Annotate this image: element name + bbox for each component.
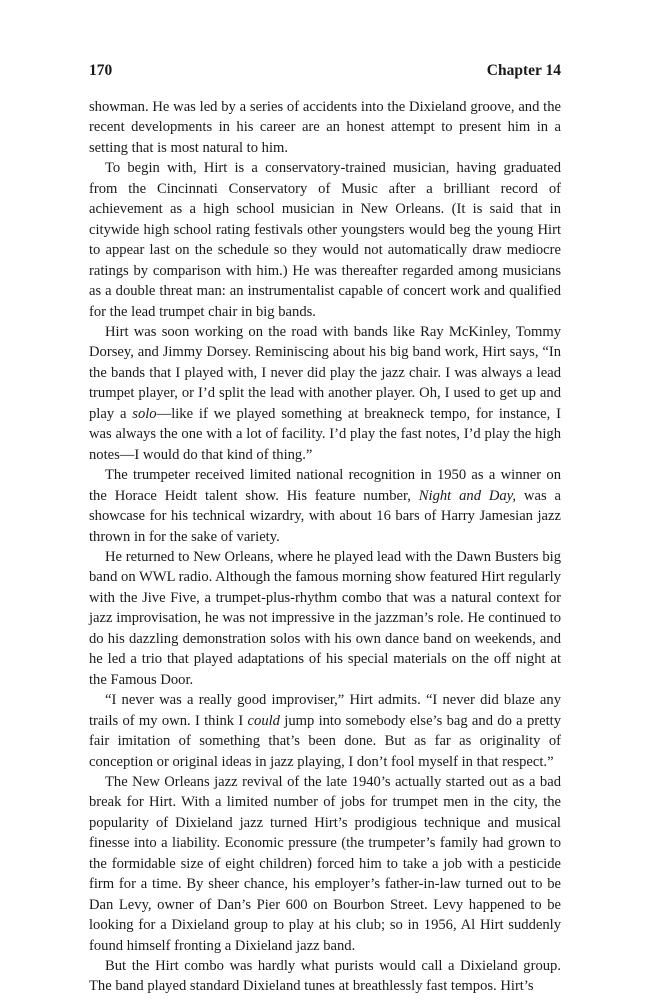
paragraph	[89, 547, 561, 690]
paragraph-text: The trumpeter received limited national recognition in 1950 as a winner on the Horace Heidt talent show. His feature number,	[89, 467, 561, 504]
paragraph	[89, 158, 561, 322]
paragraph	[89, 772, 561, 956]
paragraph-text: The New Orleans jazz revival of the late 1940’s actually started out as a bad break for Hirt. With a limited number of jobs for trumpet men in the city, the popularity of Dixieland jazz turned Hirt’s prodigious technique and musical finesse into a liability. Economic pressure (the trumpeter’s family had grown to the formidable size of eight children) forced him to take a job with a pesticide firm for a time. By sheer chance, his employer’s father-in-law turned out to be Dan Levy, owner of Dan’s Pier 600 on Bourbon Street. Levy happened to be looking for a Dixieland group to play at his club; so in 1956, Al Hirt suddenly found himself fronting a Dixieland jazz band.	[89, 773, 561, 954]
paragraph-text: “I never was a really good improviser,” Hirt admits. “I never did blaze any trails of my own. I think I	[89, 692, 561, 729]
paragraph-text: But the Hirt combo was hardly what purists would call a Dixieland group. The band played standard Dixieland tunes at breathlessly fast tempos. Hirt’s	[89, 958, 561, 995]
paragraph	[89, 97, 561, 158]
italic-text: Night and Day,	[418, 487, 517, 504]
paragraph-text: jump into somebody else’s bag and do a pretty fair imitation of something that’s been done. But as far as originality of conception or original ideas in jazz playing, I don’t fool myself in that respect.”	[89, 712, 561, 770]
page-number: 170	[89, 62, 113, 79]
paragraph	[89, 690, 561, 772]
body-text	[89, 97, 561, 997]
chapter-title: Chapter 14	[486, 62, 561, 79]
running-head	[89, 62, 561, 80]
paragraph-text: was a showcase for his technical wizardry, with about 16 bars of Harry Jamesian jazz thrown in for the sake of variety.	[89, 487, 561, 545]
paragraph-text: To begin with, Hirt is a conservatory-trained musician, having graduated from the Cincinnati Conservatory of Music after a brilliant record of achievement as a high school musician in New Orleans. (It is said that in citywide high school rating festivals other youngsters would beg the young Hirt to appear last on the schedule so they would not automatically draw mediocre ratings by comparison with him.) He was thereafter regarded among musicians as a double threat man: an instrumentalist capable of concert work and qualified for the lead trumpet chair in big bands.	[89, 160, 561, 320]
paragraph	[89, 465, 561, 547]
paragraph	[89, 956, 561, 997]
italic-text: solo	[132, 405, 157, 422]
paragraph	[89, 322, 561, 465]
paragraph-text: —like if we played something at breakneck tempo, for instance, I was always the one with a lot of facility. I’d play the fast notes, I’d play the high notes—I would do that kind of thing.”	[89, 405, 561, 463]
book-page	[89, 62, 561, 997]
paragraph-text: Hirt was soon working on the road with bands like Ray McKinley, Tommy Dorsey, and Jimmy Dorsey. Reminiscing about his big band work, Hirt says, “In the bands that I played with, I never did play the jazz chair. I was always a lead trumpet player, or I’d split the lead with another player. Oh, I used to get up and play a	[89, 323, 561, 422]
italic-text: could	[247, 712, 280, 729]
paragraph-text: showman. He was led by a series of accidents into the Dixieland groove, and the recent developments in his career are an honest attempt to present him in a setting that is most natural to him.	[89, 99, 561, 156]
paragraph-text: He returned to New Orleans, where he played lead with the Dawn Busters big band on WWL radio. Although the famous morning show featured Hirt regularly with the Jive Five, a trumpet-plus-rhythm combo that was a natural context for jazz improvisation, he was not impressive in the jazzman’s role. He continued to do his dazzling demonstration solos with his own dance band on weekends, and he led a trio that played adaptations of his special materials on the off night at the Famous Door.	[89, 548, 561, 688]
